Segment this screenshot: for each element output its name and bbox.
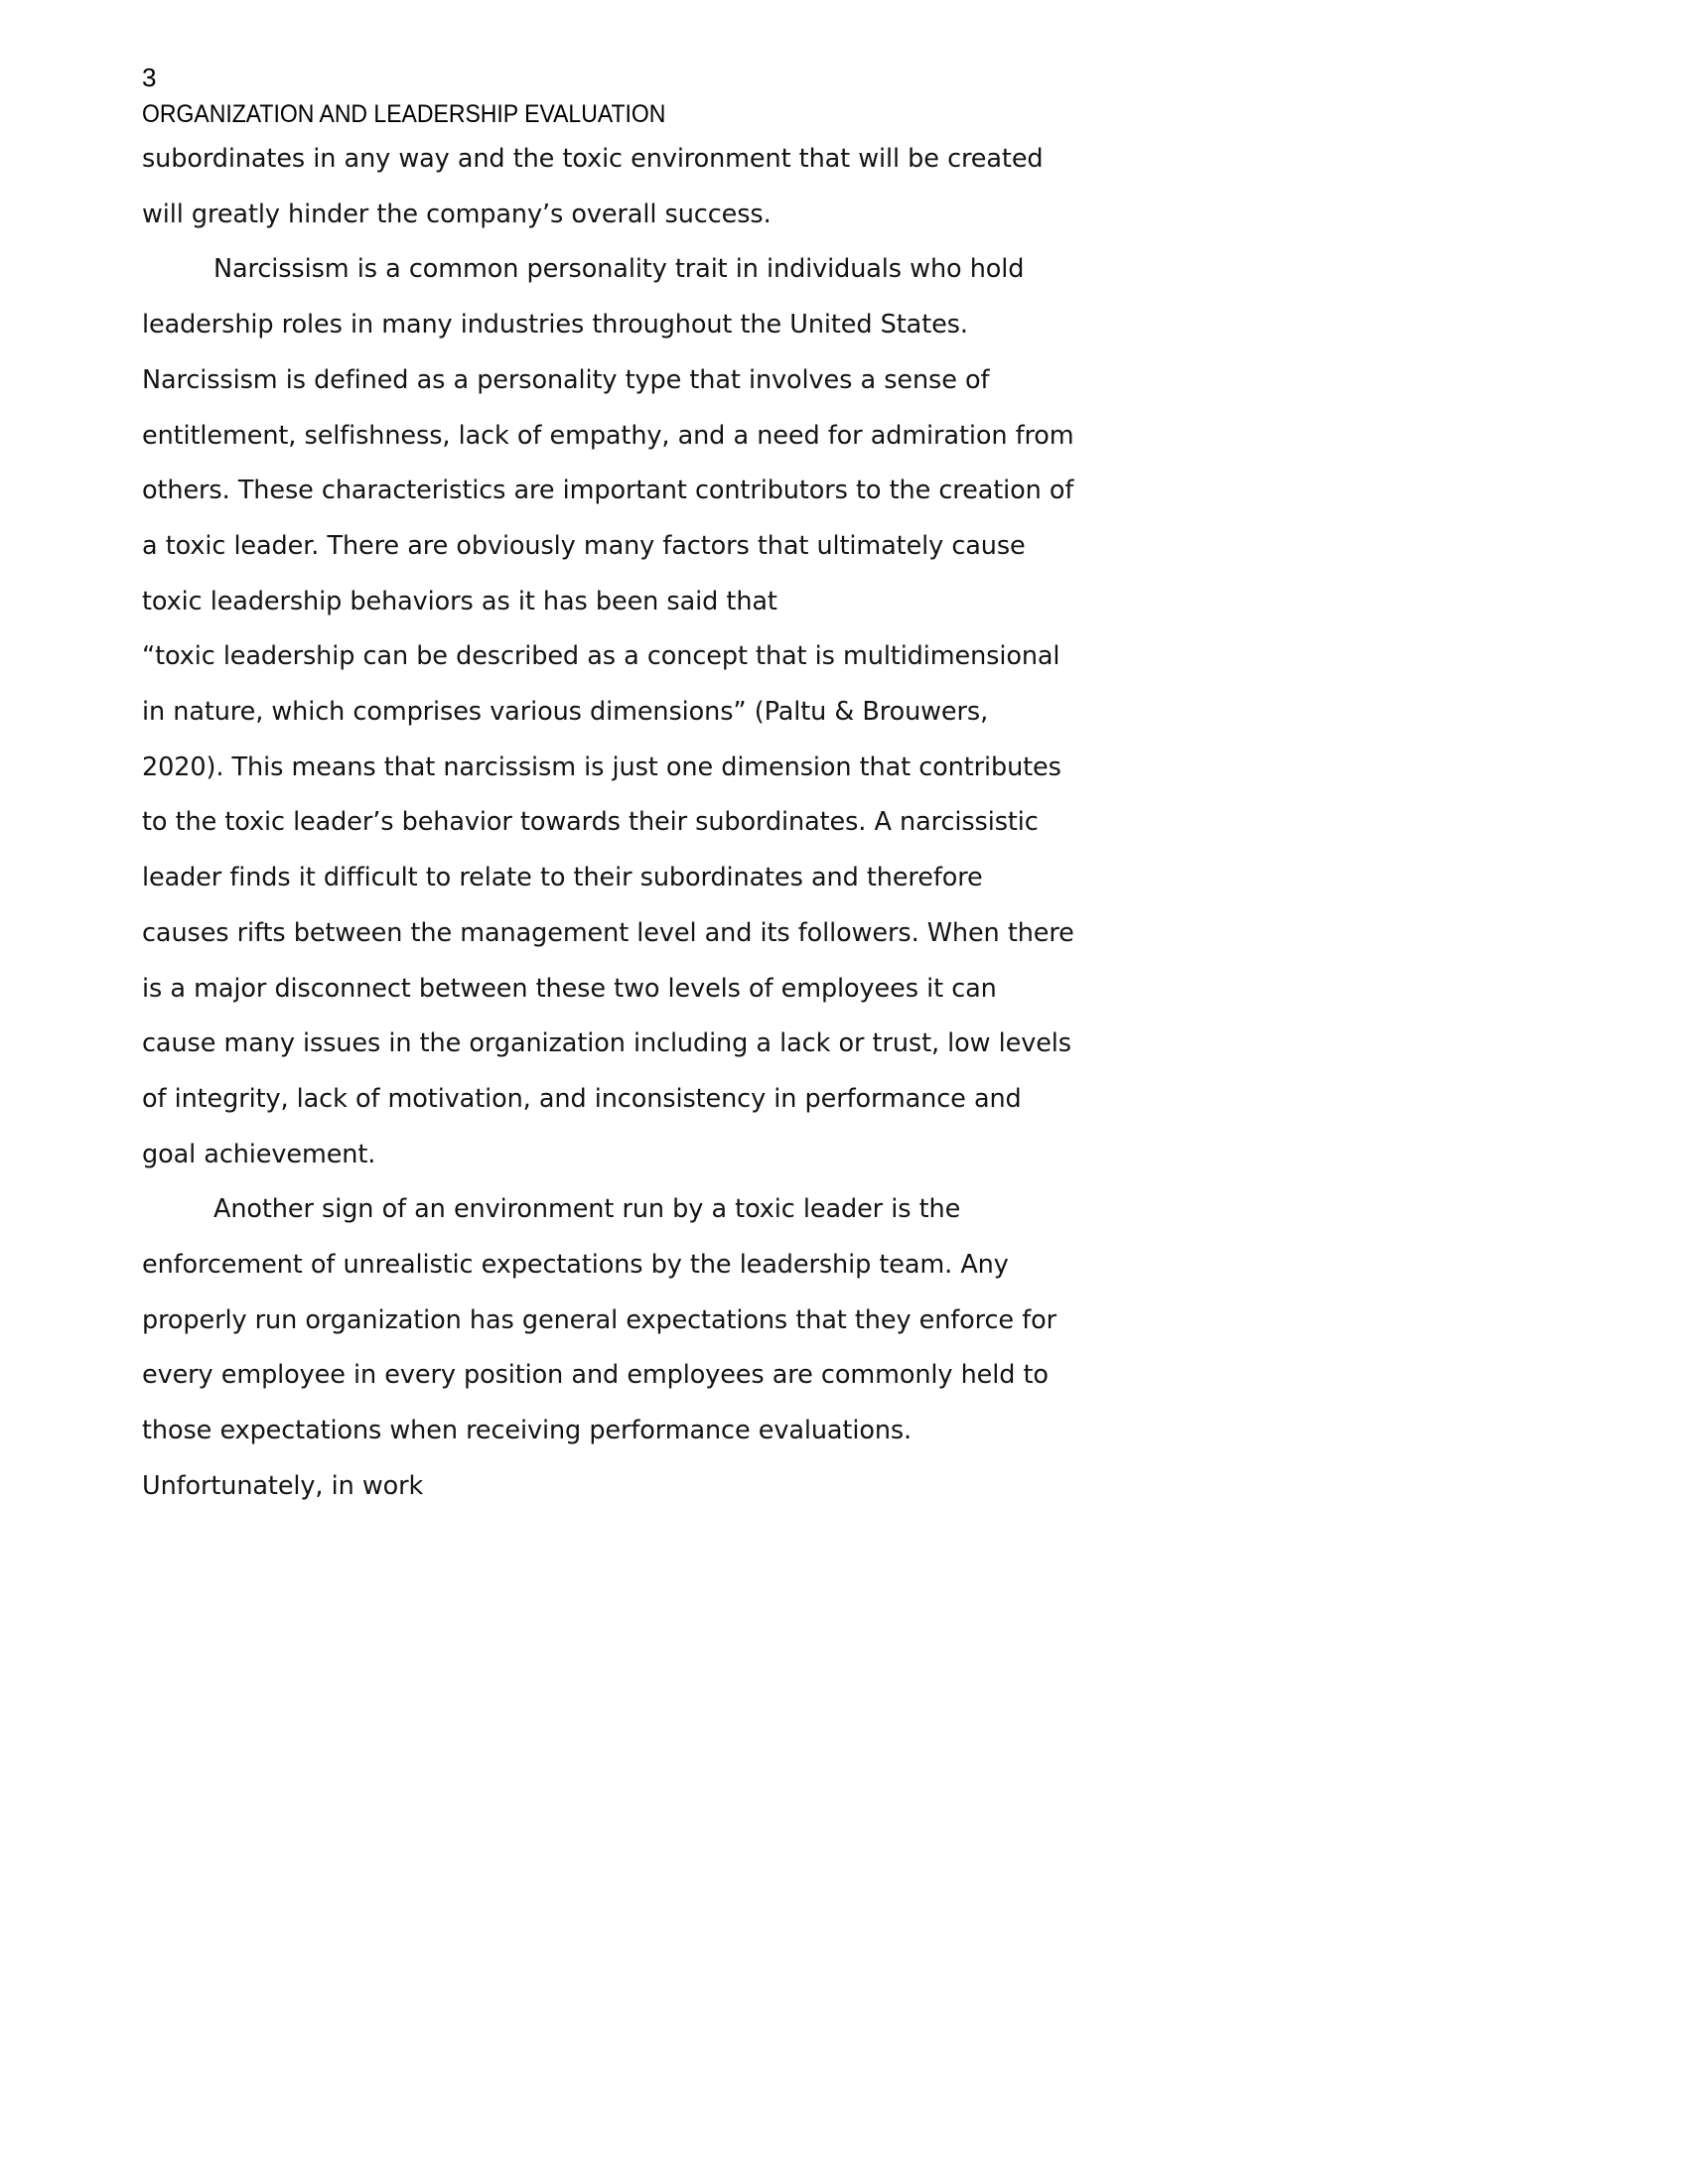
running-head: ORGANIZATION AND LEADERSHIP EVALUATION xyxy=(142,100,666,128)
paragraph-unrealistic-expectations: Another sign of an environment run by a toxic leader is the enforcement of unrealistic expectations by the leadership team. Any properly run organization has general expectations that they enforce for every employee in every position and employees are commonly held to those expectations when receiving performance evaluations. Unfortunately, in work xyxy=(142,1194,1056,1501)
page-number: 3 xyxy=(142,63,157,92)
document-body xyxy=(142,132,1075,1515)
paragraph-quotation: “toxic leadership can be described as a concept that is multidimensional in nature, which comprises various dimensions” (Paltu & Brouwers, 2020). This means that narcissism is just one dimension that contributes to the toxic leader’s behavior towards their subordinates. A narcissistic leader finds it difficult to relate to their subordinates and therefore causes rifts between the management level and its followers. When there is a major disconnect between these two levels of employees it can cause many issues in the organization including a lack or trust, low levels of integrity, lack of motivation, and inconsistency in performance and goal achievement. xyxy=(142,641,1074,1169)
paragraph-continuation: subordinates in any way and the toxic environment that will be created will greatly hinder the company’s overall success. xyxy=(142,144,1044,229)
paragraph-narcissism-intro: Narcissism is a common personality trait in individuals who hold leadership roles in many industries throughout the United States. Narcissism is defined as a personality type that involves a sense of entitlement, selfishness, lack of empathy, and a need for admiration from others. These characteristics are important contributors to the creation of a toxic leader. There are obviously many factors that ultimately cause toxic leadership behaviors as it has been said that xyxy=(142,254,1074,616)
